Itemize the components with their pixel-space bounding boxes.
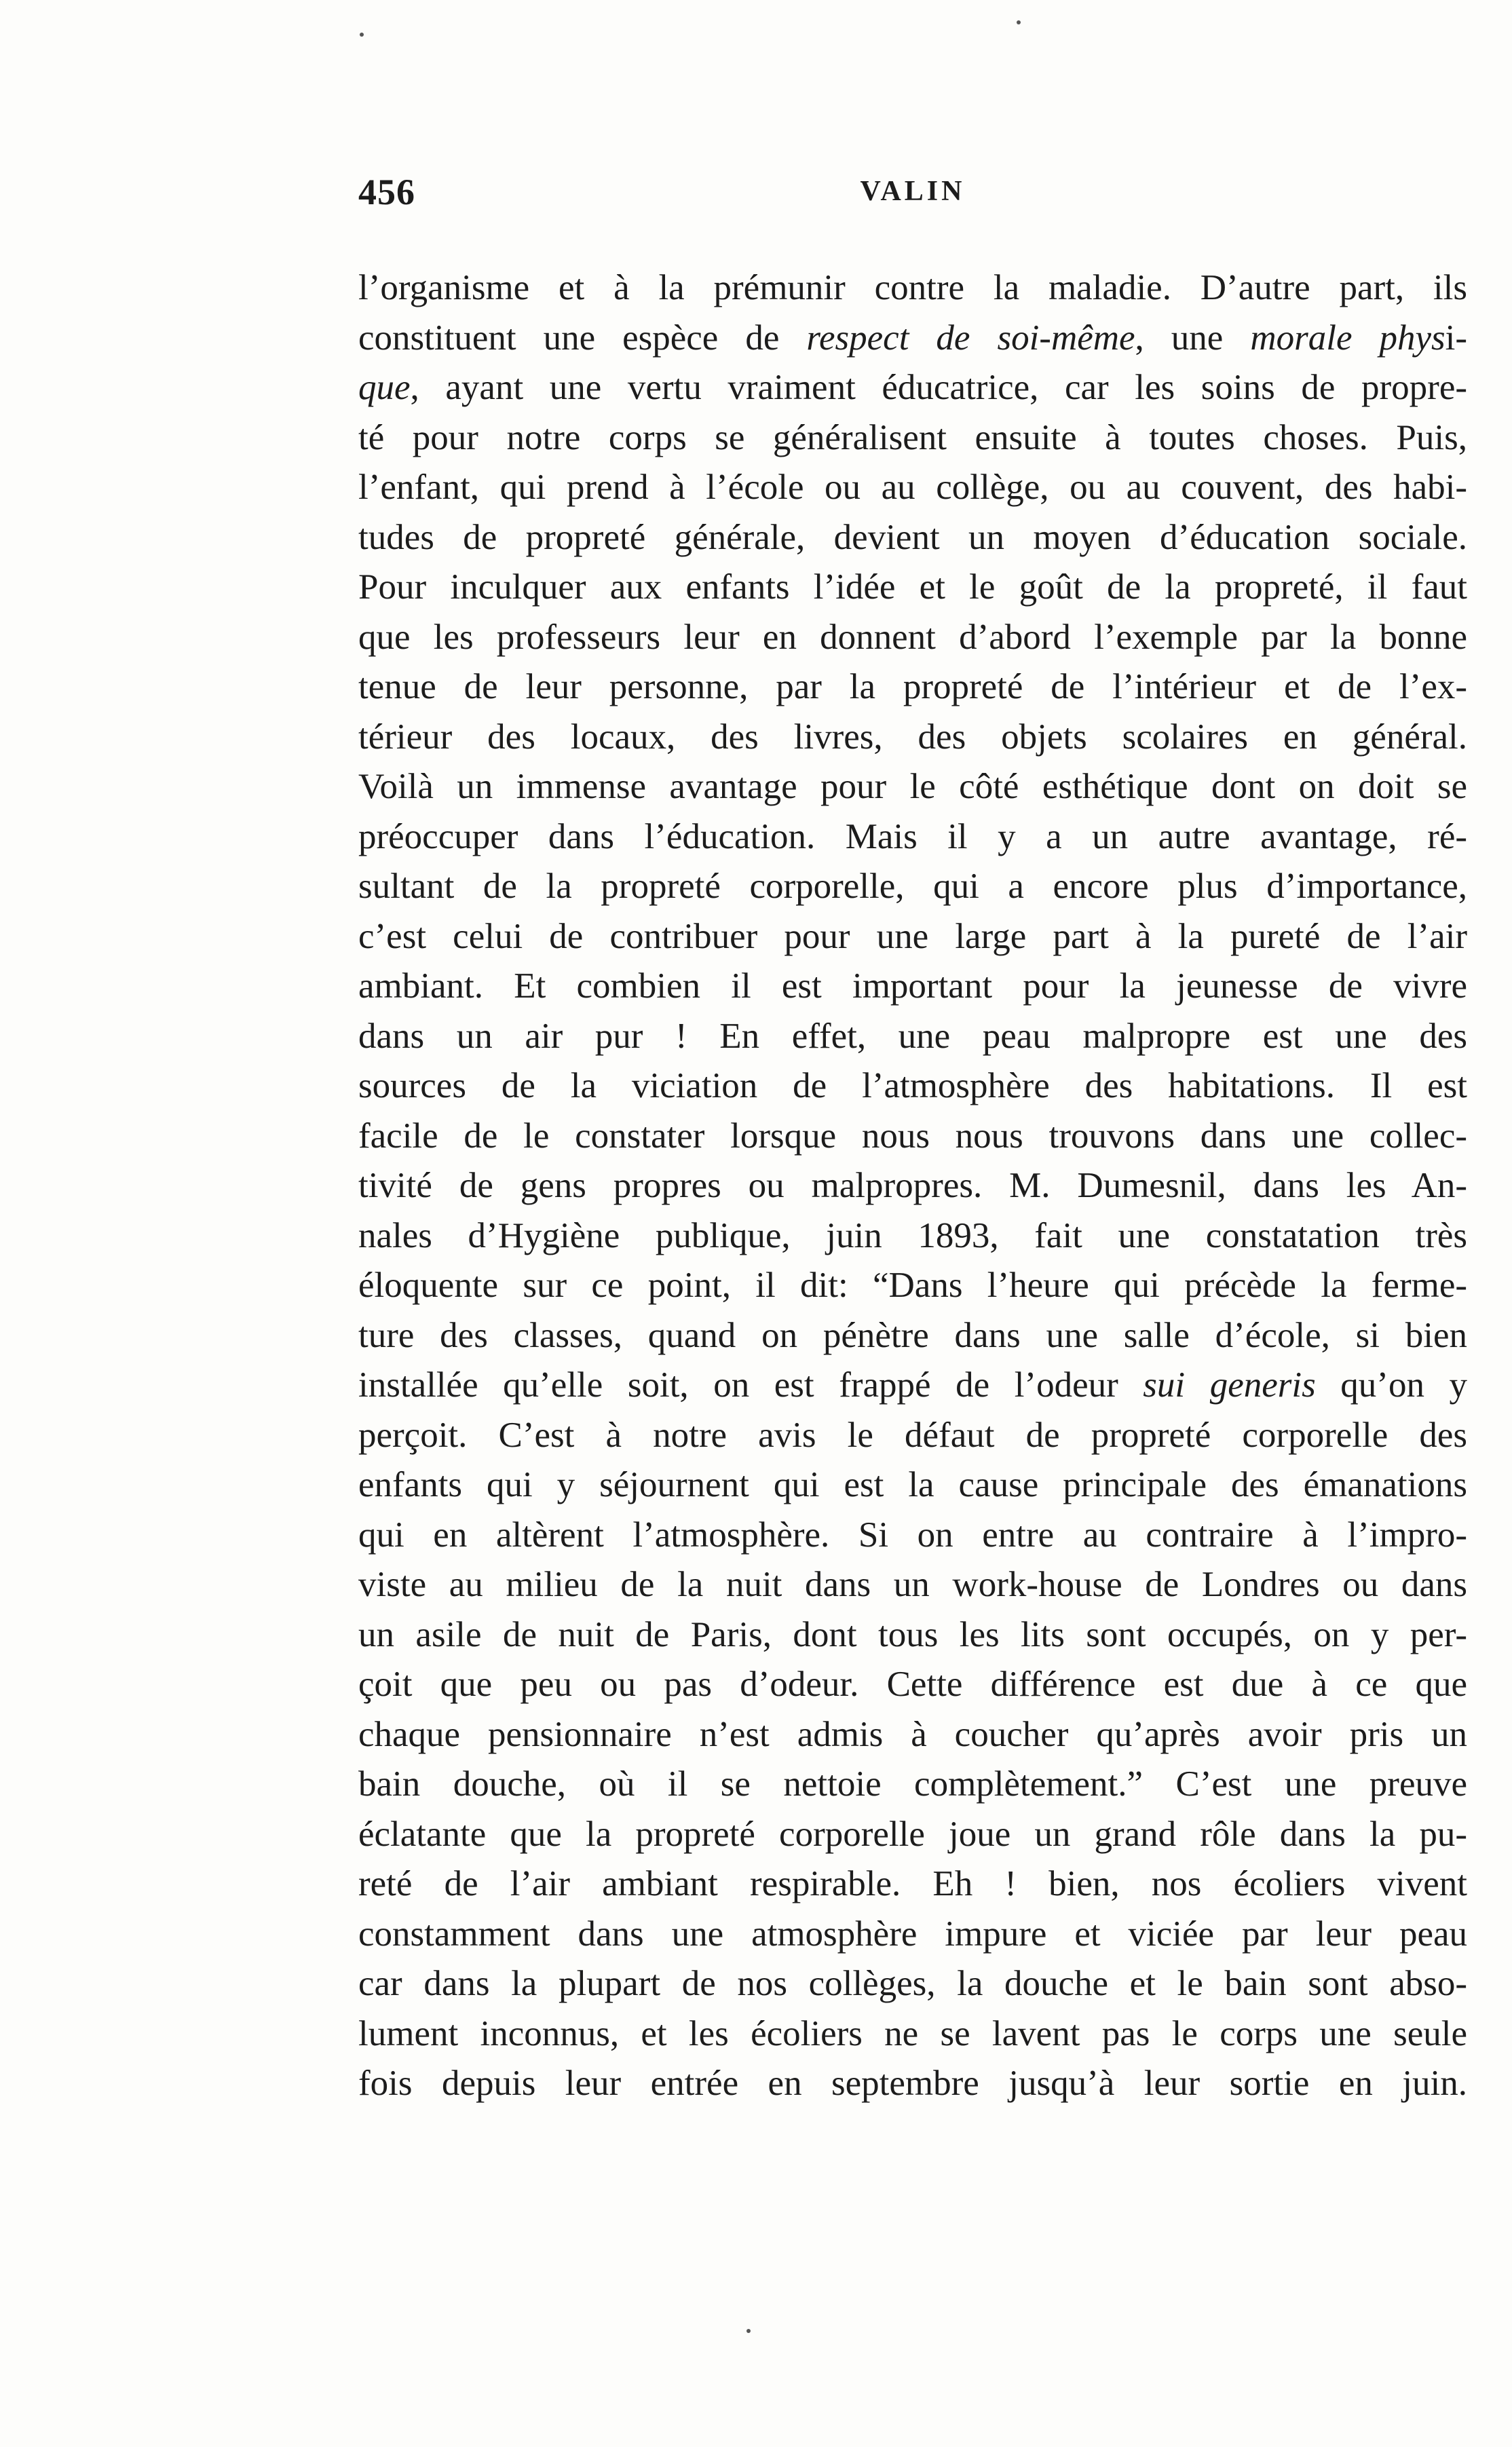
page-header — [358, 171, 1467, 225]
text-line: chaque pensionnaire n’est admis à coucher qu’après avoir pris un — [358, 1714, 1467, 1754]
body-text — [358, 263, 1467, 2109]
text-line: ambiant. Et combien il est important pour la jeunesse de vivre — [358, 966, 1467, 1006]
text-line: çoit que peu ou pas d’odeur. Cette différence est due à ce que — [358, 1665, 1467, 1704]
text-line: ture des classes, quand on pénètre dans une salle d’école, si bien — [358, 1315, 1467, 1355]
text-line: té pour notre corps se généralisent ensuite à toutes choses. Puis, — [358, 417, 1467, 457]
running-title: VALIN — [860, 176, 966, 207]
text-line: que, ayant une vertu vraiment éducatrice, car les soins de propre- — [358, 368, 1467, 407]
text-line: tenue de leur personne, par la propreté de l’intérieur et de l’ex- — [358, 667, 1467, 706]
text-line: c’est celui de contribuer pour une large part à la pureté de l’air — [358, 916, 1467, 956]
scan-speck — [1017, 20, 1021, 24]
text-line: tudes de propreté générale, devient un moyen d’éducation sociale. — [358, 517, 1467, 557]
text-line: l’organisme et à la prémunir contre la maladie. D’autre part, ils — [358, 268, 1467, 307]
text-line: viste au milieu de la nuit dans un work-house de Londres ou dans — [358, 1565, 1467, 1604]
scan-speck — [746, 2329, 751, 2333]
italic-text: respect de soi-même — [806, 318, 1135, 358]
text-line: Voilà un immense avantage pour le côté esthétique dont on doit se — [358, 767, 1467, 806]
text-line: nales d’Hygiène publique, juin 1893, fait une constatation très — [358, 1215, 1467, 1255]
text-line: constamment dans une atmosphère impure et viciée par leur peau — [358, 1914, 1467, 1954]
text-line: reté de l’air ambiant respirable. Eh ! bien, nos écoliers vivent — [358, 1864, 1467, 1903]
text-line: facile de le constater lorsque nous nous trouvons dans une collec- — [358, 1116, 1467, 1156]
text-line: enfants qui y séjournent qui est la cause principale des émanations — [358, 1465, 1467, 1504]
text-line: un asile de nuit de Paris, dont tous les lits sont occupés, on y per- — [358, 1614, 1467, 1654]
text-line: éloquente sur ce point, il dit: “Dans l’heure qui précède la ferme- — [358, 1266, 1467, 1305]
text-line: éclatante que la propreté corporelle joue un grand rôle dans la pu- — [358, 1814, 1467, 1854]
page-number: 456 — [358, 172, 415, 212]
italic-text: morale phys — [1250, 318, 1445, 358]
text-line: fois depuis leur entrée en septembre jusqu’à leur sortie en juin. — [358, 2064, 1467, 2103]
text-line: constituent une espèce de respect de soi-même, une morale physi- — [358, 318, 1467, 358]
text-line: perçoit. C’est à notre avis le défaut de propreté corporelle des — [358, 1415, 1467, 1455]
text-line: sources de la viciation de l’atmosphère des habitations. Il est — [358, 1066, 1467, 1105]
text-line: bain douche, où il se nettoie complètement.” C’est une preuve — [358, 1764, 1467, 1804]
text-line: préoccuper dans l’éducation. Mais il y a un autre avantage, ré- — [358, 816, 1467, 856]
text-line: que les professeurs leur en donnent d’abord l’exemple par la bonne — [358, 617, 1467, 657]
text-line: installée qu’elle soit, on est frappé de l’odeur sui generis qu’on y — [358, 1365, 1467, 1405]
text-line: Pour inculquer aux enfants l’idée et le goût de la propreté, il faut — [358, 567, 1467, 607]
text-line: dans un air pur ! En effet, une peau malpropre est une des — [358, 1016, 1467, 1056]
italic-text: que — [358, 368, 411, 407]
text-line: sultant de la propreté corporelle, qui a encore plus d’importance, — [358, 867, 1467, 906]
text-line: térieur des locaux, des livres, des objets scolaires en général. — [358, 717, 1467, 757]
scan-speck — [360, 33, 364, 37]
text-line: qui en altèrent l’atmosphère. Si on entre au contraire à l’impro- — [358, 1515, 1467, 1555]
text-line: car dans la plupart de nos collèges, la douche et le bain sont abso- — [358, 1964, 1467, 2003]
italic-text: sui generis — [1143, 1365, 1316, 1405]
text-line: l’enfant, qui prend à l’école ou au collège, ou au couvent, des habi- — [358, 468, 1467, 507]
text-line: lument inconnus, et les écoliers ne se lavent pas le corps une seule — [358, 2013, 1467, 2053]
text-line: tivité de gens propres ou malpropres. M. Dumesnil, dans les An- — [358, 1166, 1467, 1205]
